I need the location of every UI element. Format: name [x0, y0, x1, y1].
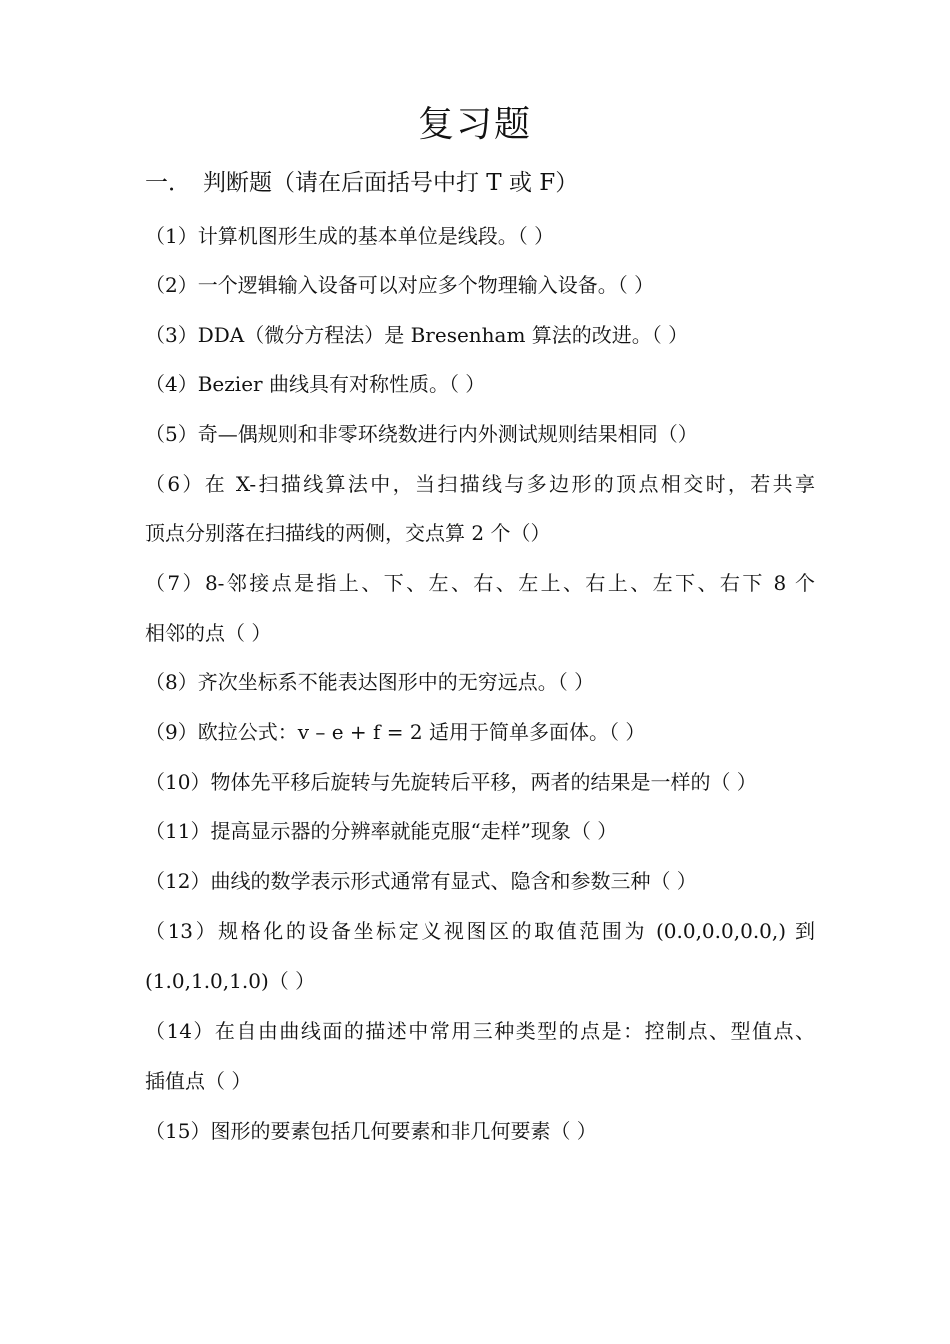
- question-4: （4）Bezier 曲线具有对称性质。（ ）: [145, 372, 486, 396]
- question-9: （9）欧拉公式：v – e + f = 2 适用于简单多面体。（ ）: [145, 720, 646, 744]
- question-10: （10）物体先平移后旋转与先旋转后平移，两者的结果是一样的（ ）: [145, 770, 757, 794]
- section-heading-text: 判断题（请在后面括号中打 T 或 F）: [203, 170, 579, 196]
- question-15: （15）图形的要素包括几何要素和非几何要素（ ）: [145, 1119, 597, 1143]
- question-14-line-2: 插值点（ ）: [145, 1069, 252, 1093]
- question-12: （12）曲线的数学表示形式通常有显式、隐含和参数三种（ ）: [145, 869, 697, 893]
- question-11: （11）提高显示器的分辨率就能克服“走样”现象（ ）: [145, 819, 618, 843]
- question-6-line-1: （6）在 X-扫描线算法中，当扫描线与多边形的顶点相交时，若共享: [145, 472, 815, 496]
- question-14-line-1: （14）在自由曲线面的描述中常用三种类型的点是：控制点、型值点、: [145, 1019, 815, 1043]
- question-13-line-1: （13）规格化的设备坐标定义视图区的取值范围为 (0.0,0.0,0.0,) 到: [145, 919, 815, 943]
- section-number: 一．: [145, 170, 191, 196]
- question-3: （3）DDA（微分方程法）是 Bresenham 算法的改进。（ ）: [145, 323, 689, 347]
- question-2: （2）一个逻辑输入设备可以对应多个物理输入设备。（ ）: [145, 273, 655, 297]
- question-7-line-2: 相邻的点（ ）: [145, 621, 272, 645]
- page-title: 复习题: [417, 104, 532, 145]
- question-8: （8）齐次坐标系不能表达图形中的无穷远点。（ ）: [145, 670, 595, 694]
- question-7-line-1: （7）8-邻接点是指上、下、左、右、左上、右上、左下、右下 8 个: [145, 571, 815, 595]
- question-1: （1）计算机图形生成的基本单位是线段。（ ）: [145, 224, 555, 248]
- section-heading: [145, 163, 578, 203]
- question-13-line-2: (1.0,1.0,1.0)（ ）: [145, 969, 316, 993]
- question-6-line-2: 顶点分别落在扫描线的两侧，交点算 2 个（）: [145, 521, 551, 545]
- question-5: （5）奇—偶规则和非零环绕数进行内外测试规则结果相同（）: [145, 422, 698, 446]
